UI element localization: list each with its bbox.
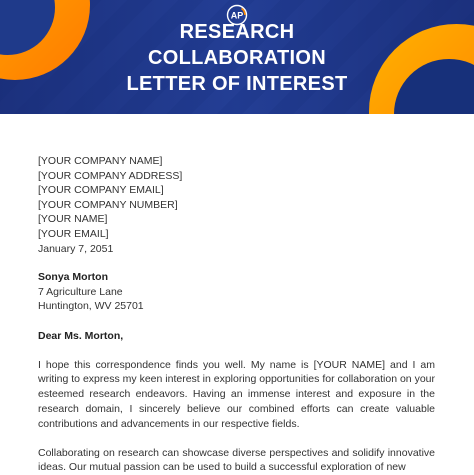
sender-company-name: [YOUR COMPANY NAME] [38,155,163,167]
recipient-street: 7 Agriculture Lane [38,285,123,298]
title-line-2: COLLABORATION [148,47,326,69]
spacer [38,314,435,329]
body-paragraph-1: I hope this correspondence finds you well. My name is [YOUR NAME] and I am writing to express my keen interest in exploring opportunities for collaboration on your esteemed research endeavors. Having an immense interest and exposure in the research domain, I sincerely believe our combined efforts can create valuable contributions and advancements in our respective fields. [38,358,435,430]
sender-company-email: [YOUR COMPANY EMAIL] [38,184,164,197]
title-line-1: RESEARCH [179,21,295,43]
svg-text:AP: AP [230,10,244,21]
recipient-name: Sonya Morton [38,271,108,284]
letter-date: January 7, 2051 [38,242,114,255]
body-paragraph-2: Collaborating on research can showcase diverse perspectives and solidify innovative ideas. Our mutual passion can be used to build a successful exploration of new [38,446,435,474]
sender-company-number: [YOUR COMPANY NUMBER] [38,198,178,211]
sender-email: [YOUR EMAIL] [38,227,109,240]
spacer [38,432,435,446]
letter-header [0,0,474,114]
recipient-city: Huntington, WV 25701 [38,300,144,313]
title-line-3: LETTER OF INTEREST [126,73,348,95]
spacer [38,256,435,270]
salutation: Dear Ms. Morton, [38,329,124,342]
spacer [38,344,435,358]
sender-name: [YOUR NAME] [38,213,108,226]
letter-body [38,154,435,475]
sender-company-address: [YOUR COMPANY ADDRESS] [38,169,183,182]
